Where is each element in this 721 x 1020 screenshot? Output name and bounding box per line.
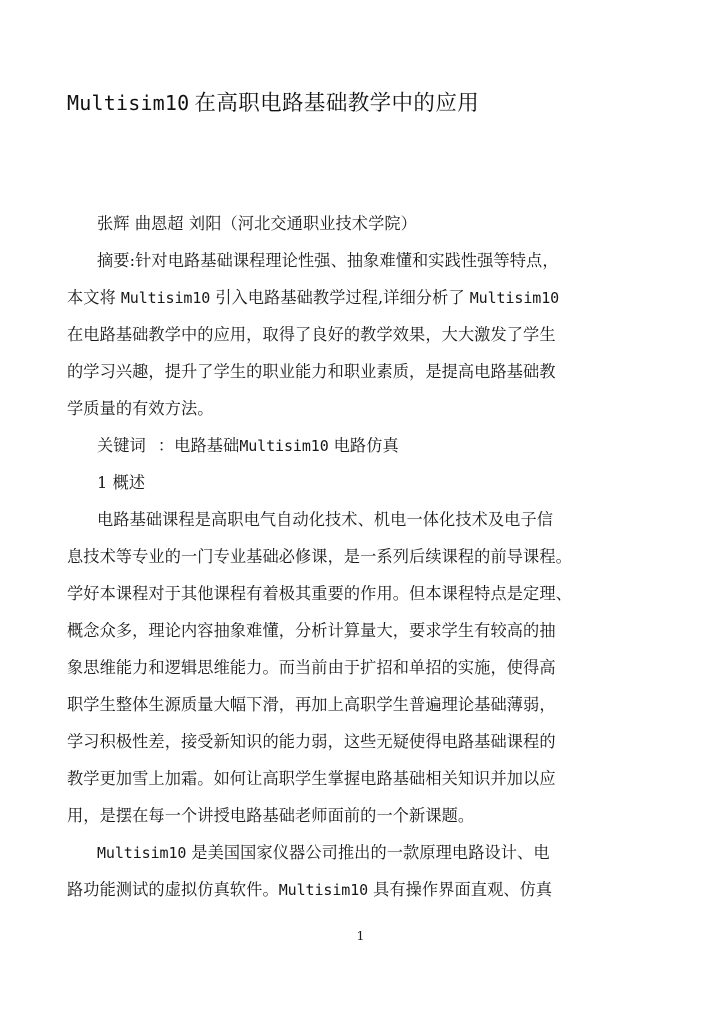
paragraph-1-line-1 <box>67 501 631 538</box>
paragraph-1-text-7: 学习积极性差，接受新知识的能力弱，这些无疑使得电路基础课程的 <box>67 732 556 751</box>
section-heading-1 <box>67 464 631 501</box>
abstract-text-1: 摘要:针对电路基础课程理论性强、抽象难懂和实践性强等特点， <box>97 251 559 270</box>
page-number-text: 1 <box>356 928 365 943</box>
paragraph-1-line-6 <box>67 686 631 723</box>
authors-text: 张辉 曲恩超 刘阳（河北交通职业技术学院） <box>97 214 417 233</box>
paragraph-2-line-1 <box>67 834 631 871</box>
abstract-text-4: 的学习兴趣，提升了学生的职业能力和职业素质，是提高电路基础教 <box>67 362 556 381</box>
paragraph-2-text-1: 是美国国家仪器公司推出的一款原理电路设计、电 <box>191 843 550 862</box>
paragraph-1-text-2: 息技术等专业的一门专业基础必修课，是一系列后续课程的前导课程。 <box>67 547 572 566</box>
paragraph-2-text-2b: 具有操作界面直观、仿真 <box>373 880 553 899</box>
abstract-latin-2: Multisim10 <box>469 289 560 307</box>
keywords-tail: 电路仿真 <box>333 436 399 455</box>
paragraph-1-text-3: 学好本课程对于其他课程有着极其重要的作用。但本课程特点是定理、 <box>67 584 572 603</box>
paragraph-1-line-9 <box>67 797 631 834</box>
abstract-text-3: 在电路基础教学中的应用，取得了良好的教学效果，大大激发了学生 <box>67 325 556 344</box>
paragraph-1-text-4: 概念众多，理论内容抽象难懂，分析计算量大，要求学生有较高的抽 <box>67 621 556 640</box>
keywords-latin: Multisim10 <box>239 437 329 455</box>
keywords-label: 关键词 <box>97 436 146 455</box>
keywords-separator-and-first: ：电路基础 <box>157 436 240 455</box>
abstract-text-2b: 引入电路基础教学过程,详细分析了 <box>215 288 465 307</box>
paragraph-1-line-4 <box>67 612 631 649</box>
title-latin-text: Multisim10 <box>67 91 190 115</box>
paragraph-2-text-2a: 路功能测试的虚拟仿真软件。 <box>67 880 279 899</box>
page-title <box>67 88 631 119</box>
document-body <box>67 205 631 908</box>
paragraph-1-line-7 <box>67 723 631 760</box>
page-number <box>0 928 721 943</box>
abstract-line-4 <box>67 353 631 390</box>
abstract-text-5: 学质量的有效方法。 <box>67 399 214 418</box>
paragraph-1-line-2 <box>67 538 631 575</box>
title-cjk-text: 在高职电路基础教学中的应用 <box>194 91 480 116</box>
abstract-text-2a: 本文将 <box>67 288 116 307</box>
authors-line <box>67 205 631 242</box>
paragraph-2-latin-2: Multisim10 <box>278 881 369 899</box>
paragraph-2-line-2 <box>67 871 631 908</box>
paragraph-2-latin-1: Multisim10 <box>97 844 187 862</box>
paragraph-1-text-5: 象思维能力和逻辑思维能力。而当前由于扩招和单招的实施，使得高 <box>67 658 556 677</box>
abstract-line-1 <box>67 242 631 279</box>
paragraph-1-text-9: 用，是摆在每一个讲授电路基础老师面前的一个新课题。 <box>67 806 475 825</box>
paragraph-1-text-6: 职学生整体生源质量大幅下滑，再加上高职学生普遍理论基础薄弱， <box>67 695 556 714</box>
paragraph-1-line-3 <box>67 575 631 612</box>
paragraph-1-line-8 <box>67 760 631 797</box>
section-heading-text: 1 概述 <box>97 473 146 492</box>
abstract-latin-1: Multisim10 <box>120 289 211 307</box>
paragraph-1-text-1: 电路基础课程是高职电气自动化技术、机电一体化技术及电子信 <box>97 510 554 529</box>
abstract-line-2 <box>67 279 631 316</box>
abstract-line-5 <box>67 390 631 427</box>
keywords-line <box>67 427 631 464</box>
abstract-line-3 <box>67 316 631 353</box>
paragraph-1-text-8: 教学更加雪上加霜。如何让高职学生掌握电路基础相关知识并加以应 <box>67 769 556 788</box>
paragraph-1-line-5 <box>67 649 631 686</box>
